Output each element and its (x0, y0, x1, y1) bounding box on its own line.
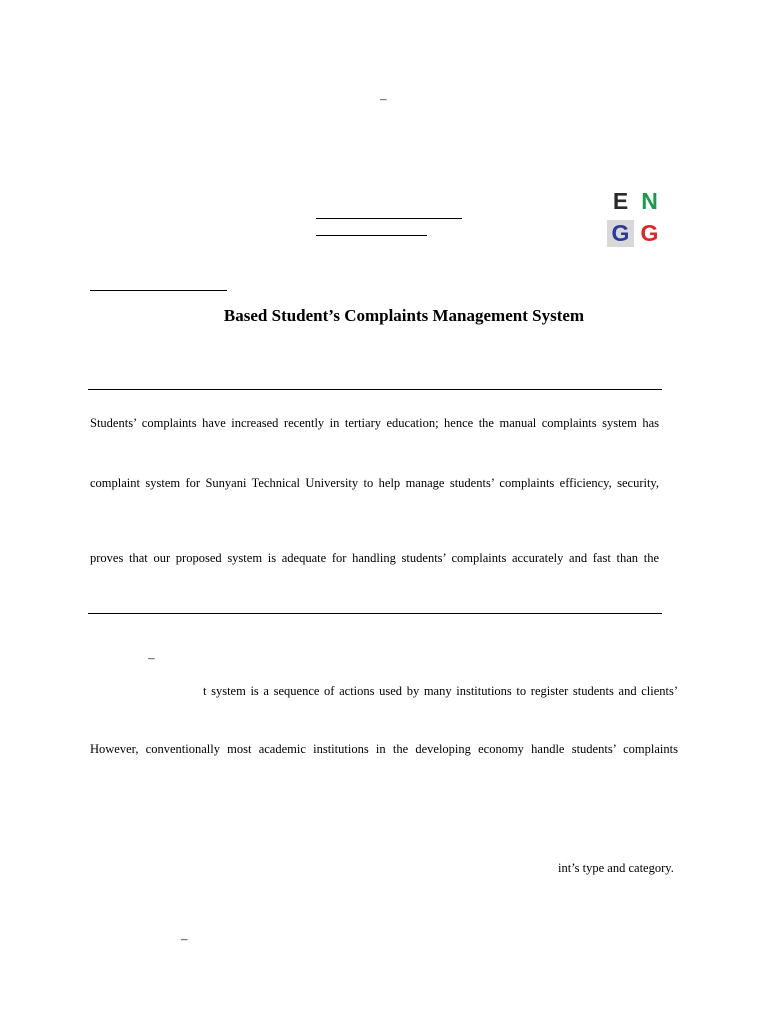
abstract-line-1: Students’ complaints have increased recently in tertiary education; hence the manual complaints system has (90, 416, 659, 430)
paper-title: Based Student’s Complaints Management System (223, 306, 585, 325)
intro-line-3: int’s type and category. (558, 861, 674, 875)
section-underline (90, 290, 227, 291)
abstract-line-3: proves that our proposed system is adequate for handling students’ complaints accurately and fast than the (90, 551, 659, 565)
intro-line-1: t system is a sequence of actions used by many institutions to register students and clients’ (203, 684, 678, 698)
logo-letter-n: N (641, 188, 658, 214)
logo-letter-g1: G (607, 220, 634, 247)
author-underline-2 (316, 235, 427, 236)
abstract-line-2: complaint system for Sunyani Technical University to help manage students’ complaints efficiency, security, (90, 476, 659, 490)
abstract-top-rule (88, 389, 662, 390)
logo-letter-e: E (612, 188, 629, 214)
logo-letter-g2: G (640, 220, 659, 246)
header-dash: – (380, 91, 387, 106)
intro-dash: – (148, 650, 155, 665)
abstract-bottom-rule (88, 613, 662, 614)
engg-logo (607, 188, 663, 248)
intro-line-2: However, conventionally most academic institutions in the developing economy handle students’ complaints (90, 742, 678, 756)
author-underline-1 (316, 218, 462, 219)
footer-dash: – (181, 931, 188, 946)
